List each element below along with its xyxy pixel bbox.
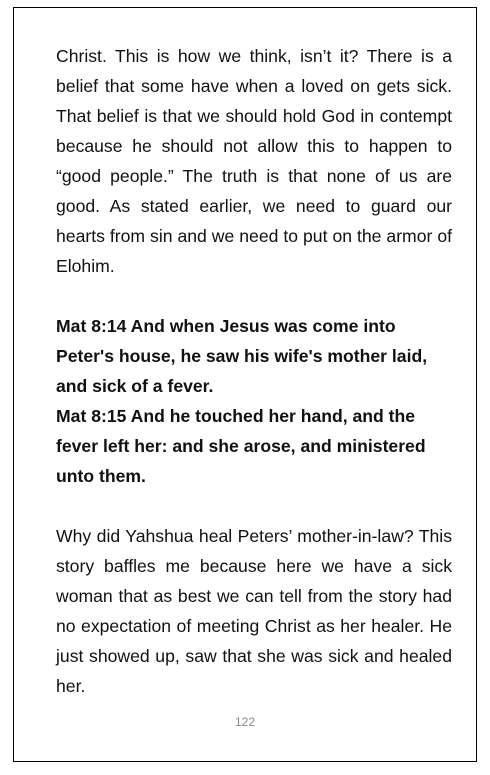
document-page: [13, 7, 477, 762]
page-number: 122: [234, 715, 256, 729]
scripture-verse-mat-8-15: Mat 8:15 And he touched her hand, and the fever left her: and she arose, and ministered unto them.: [56, 406, 426, 486]
paragraph-spacer: [56, 491, 452, 521]
body-paragraph-2: Why did Yahshua heal Peters’ mother-in-law? This story baffles me because here we have a sick woman that as best we can tell from the story had no expectation of meeting Christ as her healer. He just showed up, saw that she was sick and healed her.: [56, 526, 452, 696]
body-paragraph-1: Christ. This is how we think, isn’t it? There is a belief that some have when a loved on gets sick. That belief is that we should hold God in contempt because he should not allow this to happen to “good people.” The truth is that none of us are good. As stated earlier, we need to guard our hearts from sin and we need to put on the armor of Elohim.: [56, 46, 452, 276]
paragraph-spacer: [56, 281, 452, 311]
scripture-verse-mat-8-14: Mat 8:14 And when Jesus was come into Peter's house, he saw his wife's mother laid, and sick of a fever.: [56, 316, 428, 396]
page-content: [56, 41, 452, 701]
